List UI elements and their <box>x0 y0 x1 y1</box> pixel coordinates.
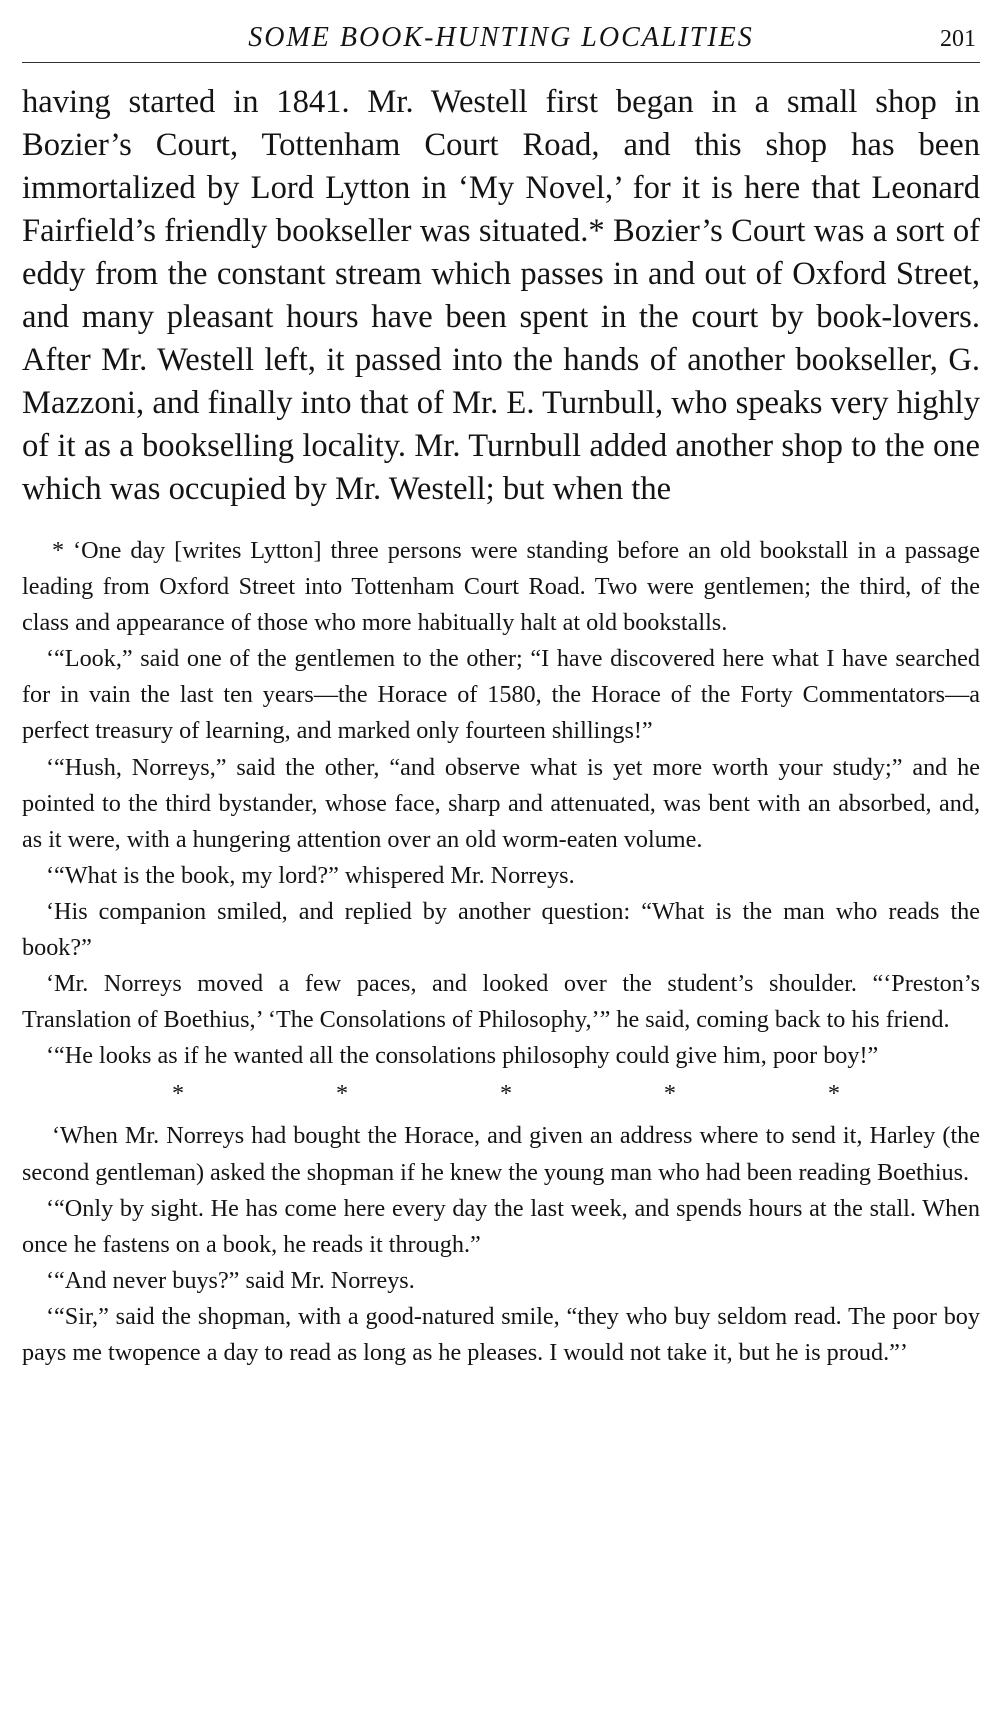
footnote-paragraphs-after <box>22 1118 980 1371</box>
footnote-paragraph: ‘“What is the book, my lord?” whispered Mr. Norreys. <box>46 861 575 889</box>
asterism: * <box>499 1080 513 1108</box>
footnote-paragraph: ‘“Sir,” said the shopman, with a good-natured smile, “they who buy seldom read. The poor boy pays me twopence a day to read as long as he pleases. I would not take it, but he is proud.”’ <box>22 1302 980 1366</box>
footnote-paragraph: ‘“He looks as if he wanted all the consolations philosophy could give him, poor boy!” <box>46 1042 879 1070</box>
footnote-paragraph: ‘“Only by sight. He has come here every day the last week, and spends hours at the stall. When once he fastens on a book, he reads it through.” <box>22 1194 980 1258</box>
body-paragraph: having started in 1841. Mr. Westell first began in a small shop in Bozier’s Court, Tottenham Court Road, and this shop has been immortalized by Lord Lytton in ‘My Novel,’ for it is here that Leonard Fairfield’s friendly bookseller was situated.* Bozier’s Court was a sort of eddy from the constant stream which passes in and out of Oxford Street, and many pleasant hours have been spent in the court by book-lovers. After Mr. Westell left, it passed into the hands of another bookseller, G. Mazzoni, and finally into that of Mr. E. Turnbull, who speaks very highly of it as a bookselling locality. Mr. Turnbull added another shop to the one which was occupied by Mr. Westell; but when the <box>22 84 980 507</box>
footnote-paragraphs <box>22 533 980 1074</box>
footnote-paragraph: * ‘One day [writes Lytton] three persons were standing before an old bookstall in a passage leading from Oxford Street into Tottenham Court Road. Two were gentlemen; the third, of the class and appearance of those who more habitually halt at old bookstalls. <box>22 537 980 637</box>
footnote-paragraph: ‘“Hush, Norreys,” said the other, “and observe what is yet more worth your study;” and he pointed to the third bystander, whose face, sharp and attenuated, was bent with an absorbed, and, as it were, with a hungering attention over an old worm-eaten volume. <box>22 753 980 853</box>
footnote-paragraph: ‘Mr. Norreys moved a few paces, and looked over the student’s shoulder. “‘Preston’s Translation of Boethius,’ ‘The Consolations of Philosophy,’” he said, coming back to his friend. <box>22 970 980 1034</box>
asterism: * <box>335 1080 349 1108</box>
footnote-paragraph: ‘His companion smiled, and replied by another question: “What is the man who reads the book?” <box>22 897 980 962</box>
footnote-paragraph: ‘When Mr. Norreys had bought the Horace, and given an address where to send it, Harley (the second gentleman) asked the shopman if he knew the young man who had been reading Boethius. <box>22 1122 980 1186</box>
asterism: * <box>172 1080 185 1108</box>
footnote-paragraph: ‘“And never buys?” said Mr. Norreys. <box>46 1266 415 1294</box>
book-page <box>22 0 980 1728</box>
footnote-block <box>22 533 980 1371</box>
page-number: 201 <box>940 26 976 52</box>
asterism: * <box>663 1080 676 1108</box>
running-head <box>22 0 980 63</box>
footnote-paragraph: ‘“Look,” said one of the gentlemen to the other; “I have discovered here what I have searched for in vain the last ten years—the Horace of 1580, the Horace of the Forty Commentators—a perfect treasury of learning, and marked only fourteen shillings!” <box>22 645 980 745</box>
section-break-asterisms <box>22 1076 980 1112</box>
asterism: * <box>827 1080 840 1108</box>
running-title: SOME BOOK-HUNTING LOCALITIES <box>248 22 754 53</box>
